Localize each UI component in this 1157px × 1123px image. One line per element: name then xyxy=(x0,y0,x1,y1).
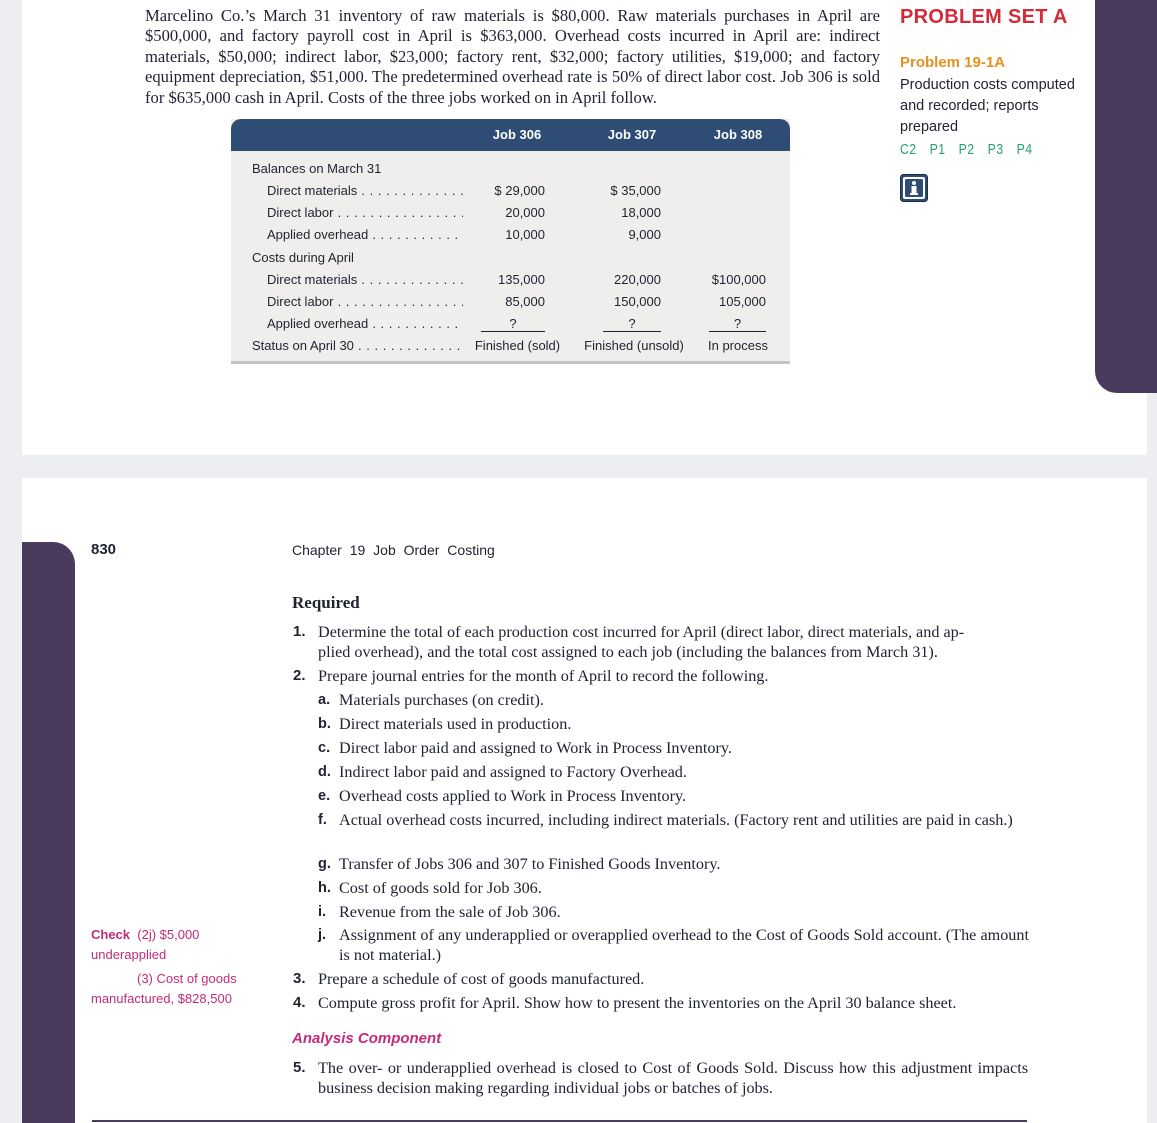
problem-intro: Marcelino Co.’s March 31 inventory of raw materials is $80,000. Raw materials purchases in April are $500,000, and factory payroll cost in April is $363,000. Overhead costs incurred in April are: indirect materials, $50,000; indirect labor, $23,000; factory rent, $32,000; factory utilities, $19,000; and factory equipment depreciation, $51,000. The predetermined overhead rate is 50% of direct labor cost. Job 306 is sold for $635,000 cash in April. Costs of the three jobs worked on in April follow. xyxy=(145,6,880,107)
table-row: Direct labor . . . 20,000 18,000 xyxy=(231,205,790,225)
table-header xyxy=(231,119,790,151)
code-p3[interactable]: P3 xyxy=(987,141,1004,158)
analysis-heading: Analysis Component xyxy=(292,1030,442,1047)
check-note-1: Check (2j) $5,000 underapplied xyxy=(91,927,200,962)
page-number: 830 xyxy=(91,541,117,558)
table-row-status: Status on April 30 . . . Finished (sold) Finished (unsold) In process xyxy=(231,338,790,358)
running-head: Chapter 19 Job Order Costing xyxy=(292,542,495,558)
table-row: Direct materials . . . 135,000 220,000 $100,000 xyxy=(231,272,790,292)
table-row: Direct labor . . . 85,000 150,000 105,000 xyxy=(231,294,790,314)
required-heading: Required xyxy=(292,593,360,612)
question-5: 5. The over- or underapplied overhead is closed to Cost of Goods Sold. Discuss how this adjustment impacts business decision making regarding individual jobs or batches of jobs. xyxy=(293,1059,1028,1097)
table-row: Applied overhead . . . ? ? ? xyxy=(231,316,790,336)
question-1: 1. Determine the total of each production cost incurred for April (direct labor, direct materials, and ap- plied overhead), and the total cost assigned to each job (including the balances from March 31). xyxy=(293,623,965,661)
problem-set-title: PROBLEM SET A xyxy=(900,6,1068,28)
header-job-307: Job 307 xyxy=(607,127,657,142)
code-c2[interactable]: C2 xyxy=(900,141,917,158)
info-icon[interactable] xyxy=(900,174,928,202)
code-p2[interactable]: P2 xyxy=(958,141,975,158)
header-job-308: Job 308 xyxy=(713,127,763,142)
problem-number: Problem 19-1A xyxy=(900,54,1006,71)
code-p4[interactable]: P4 xyxy=(1016,141,1033,158)
code-p1[interactable]: P1 xyxy=(929,141,946,158)
table-row: Applied overhead . . . 10,000 9,000 xyxy=(231,227,790,247)
check-note-2: (3) Cost of goods manufactured, $828,500 xyxy=(91,971,237,1006)
problem-description: Production costs computed and recorded; reports prepared xyxy=(900,77,1075,135)
page-tab-right xyxy=(1095,0,1157,393)
table-section-heading: Costs during April xyxy=(252,250,354,265)
learning-objective-codes xyxy=(900,141,1033,158)
bottom-rule xyxy=(92,1120,1027,1122)
table-row: Direct materials . . . $ 29,000 $ 35,000 xyxy=(231,183,790,203)
page-tab-left xyxy=(22,542,75,1123)
header-job-306: Job 306 xyxy=(492,127,542,142)
table-section-heading: Balances on March 31 xyxy=(252,161,382,176)
job-cost-table xyxy=(231,119,790,364)
